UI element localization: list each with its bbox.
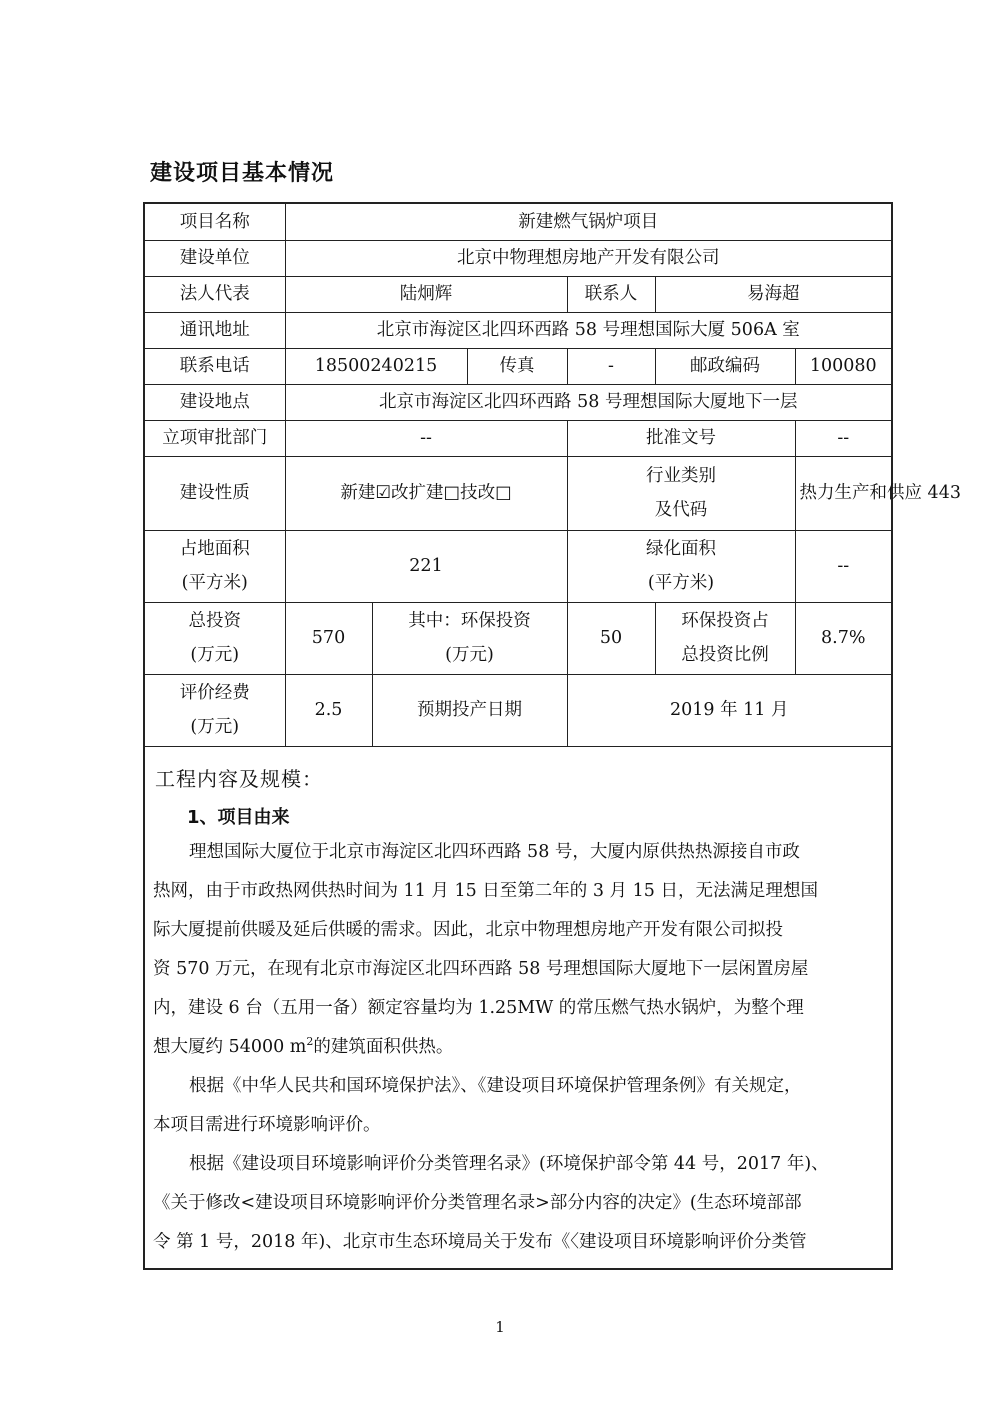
table-row	[145, 312, 891, 348]
label-line: 绿化面积	[646, 539, 716, 559]
cell-value: 100080	[795, 348, 891, 384]
cell-label: 传真	[467, 348, 567, 384]
label-line: 总投资	[188, 611, 241, 631]
cell-label: 法人代表	[145, 276, 285, 312]
label-line: 及代码	[654, 500, 708, 520]
subsection-title: 1、项目由来	[187, 807, 290, 828]
cell-value: 北京市海淀区北四环西路 58 号理想国际大厦地下一层	[285, 384, 891, 420]
table-row	[145, 276, 891, 312]
project-content-section	[145, 749, 891, 1268]
table-row	[145, 420, 891, 456]
cell-label	[145, 674, 285, 746]
cell-label	[372, 602, 567, 674]
cell-value: -	[567, 348, 655, 384]
cell-label	[145, 530, 285, 602]
text-fragment: 的建筑面积供热。	[313, 1037, 454, 1057]
text-line: 根据《中华人民共和国环境保护法》、《建设项目环境保护管理条例》有关规定，	[189, 1076, 802, 1096]
section-heading: 工程内容及规模：	[155, 767, 323, 791]
text-line: 《关于修改<建设项目环境影响评价分类管理名录>部分内容的决定》(生态环境部部	[153, 1193, 802, 1213]
cell-label: 邮政编码	[655, 348, 795, 384]
cell-label: 建设地点	[145, 384, 285, 420]
cell-label	[567, 530, 795, 602]
text-line: 本项目需进行环境影响评价。	[153, 1115, 381, 1135]
label-line: 行业类别	[646, 466, 716, 486]
cell-value: 易海超	[655, 276, 891, 312]
label-line: 其中：环保投资	[408, 611, 531, 631]
text-line: 理想国际大厦位于北京市海淀区北四环西路 58 号，大厦内原供热热源接自市政	[189, 842, 800, 862]
label-line: (平方米)	[181, 573, 248, 593]
label-line: 评价经费	[179, 683, 250, 703]
label-line: (万元)	[190, 645, 240, 665]
label-line: 占地面积	[179, 539, 250, 559]
text-line: 际大厦提前供暖及延后供暖的需求。因此，北京中物理想房地产开发有限公司拟投	[153, 920, 783, 940]
paragraph-project-origin	[153, 833, 883, 1067]
cell-value: 2.5	[285, 674, 372, 746]
label-line: (万元)	[445, 645, 494, 665]
table-row	[145, 384, 891, 420]
table-row	[145, 204, 891, 240]
text-line: 资 570 万元，在现有北京市海淀区北四环西路 58 号理想国际大厦地下一层闲置房屋	[153, 959, 809, 979]
label-line: (万元)	[190, 717, 240, 737]
table-row	[145, 674, 891, 746]
cell-label: 预期投产日期	[372, 674, 567, 746]
cell-label: 立项审批部门	[145, 420, 285, 456]
project-info-form	[143, 202, 961, 1270]
superscript: 2	[306, 1035, 314, 1049]
label-line: 总投资比例	[681, 645, 769, 665]
table-row	[145, 530, 891, 602]
text-line: 热网，由于市政热网供热时间为 11 月 15 日至第二年的 3 月 15 日，无法满足理想国	[153, 881, 818, 901]
cell-value: 2019 年 11 月	[567, 674, 891, 746]
table-row	[145, 456, 891, 530]
table-row	[145, 348, 891, 384]
cell-label: 通讯地址	[145, 312, 285, 348]
cell-label	[567, 456, 795, 530]
text-line: 令 第 1 号，2018 年)、北京市生态环境局关于发布《〈建设项目环境影响评价分类管	[153, 1232, 807, 1252]
cell-value: --	[795, 420, 891, 456]
cell-value: 热力生产和供应 443	[795, 456, 891, 530]
cell-value: 8.7%	[795, 602, 891, 674]
cell-value: 北京市海淀区北四环西路 58 号理想国际大厦 506A 室	[285, 312, 891, 348]
cell-label: 批准文号	[567, 420, 795, 456]
cell-value: 18500240215	[285, 348, 467, 384]
text-line: 根据《建设项目环境影响评价分类管理名录》(环境保护部令第 44 号，2017 年)、	[189, 1154, 829, 1174]
cell-value: 陆炯辉	[285, 276, 567, 312]
text-line: 内，建设 6 台（五用一备）额定容量均为 1.25MW 的常压燃气热水锅炉，为整个理	[153, 998, 804, 1018]
cell-value: 北京中物理想房地产开发有限公司	[285, 240, 891, 276]
cell-value: --	[285, 420, 567, 456]
cell-label	[655, 602, 795, 674]
cell-label	[145, 602, 285, 674]
cell-label: 联系电话	[145, 348, 285, 384]
text-line	[153, 1028, 883, 1067]
label-line: (平方米)	[647, 573, 715, 593]
label-line: 环保投资占	[681, 611, 769, 631]
table-row	[145, 602, 891, 674]
table-row	[145, 240, 891, 276]
cell-value: 50	[567, 602, 655, 674]
cell-value: 221	[285, 530, 567, 602]
cell-value: 新建燃气锅炉项目	[285, 204, 891, 240]
cell-value: --	[795, 530, 891, 602]
text-fragment: 想大厦约 54000 m	[153, 1037, 307, 1057]
paragraph-classification	[153, 1145, 883, 1262]
paragraph-legal-basis	[153, 1067, 883, 1145]
cell-label: 建设性质	[145, 456, 285, 530]
cell-value: 570	[285, 602, 372, 674]
project-basic-info-table	[145, 204, 961, 747]
cell-value: 新建☑改扩建□技改□	[285, 456, 567, 530]
cell-label: 建设单位	[145, 240, 285, 276]
page-number: 1	[495, 1318, 505, 1336]
page-title: 建设项目基本情况	[150, 161, 335, 186]
cell-label: 联系人	[567, 276, 655, 312]
cell-label: 项目名称	[145, 204, 285, 240]
